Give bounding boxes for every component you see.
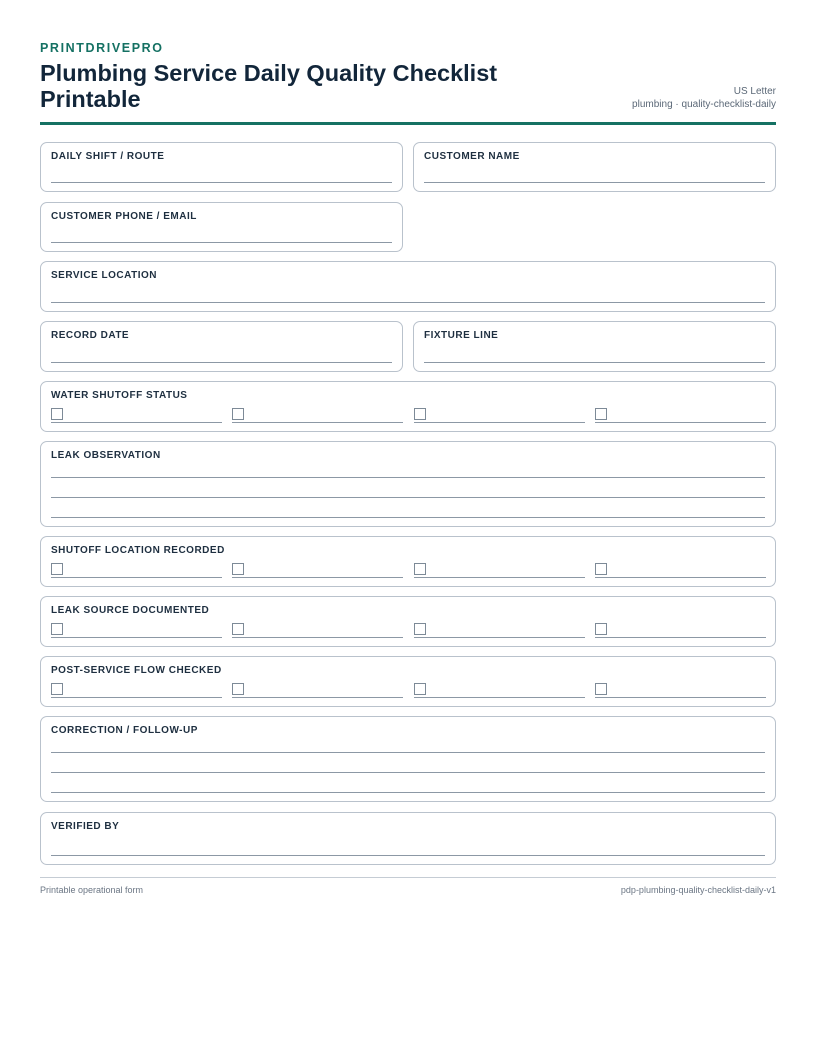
checkbox[interactable] [232, 408, 244, 420]
correction-follow-up-line-1[interactable] [51, 752, 765, 753]
leak-source-option-4[interactable] [595, 623, 766, 638]
verified-by-label: VERIFIED BY [51, 821, 120, 832]
leak-observation-line-1[interactable] [51, 477, 765, 478]
customer-name-label: CUSTOMER NAME [424, 151, 520, 162]
correction-follow-up-line-3[interactable] [51, 792, 765, 793]
brand-name: PRINTDRIVEPRO [40, 41, 164, 55]
footer-description: Printable operational form [40, 885, 144, 895]
water-shutoff-status-label: WATER SHUTOFF STATUS [51, 390, 188, 401]
water-shutoff-option-2[interactable] [232, 408, 403, 423]
customer-phone-email-label: CUSTOMER PHONE / EMAIL [51, 211, 197, 222]
checkbox[interactable] [414, 408, 426, 420]
shutoff-location-option-1[interactable] [51, 563, 222, 578]
leak-observation-field [40, 441, 776, 527]
water-shutoff-option-1[interactable] [51, 408, 222, 423]
checkbox[interactable] [595, 623, 607, 635]
checkbox[interactable] [232, 623, 244, 635]
water-shutoff-option-4[interactable] [595, 408, 766, 423]
shutoff-location-recorded-field [40, 536, 776, 587]
shutoff-location-recorded-label: SHUTOFF LOCATION RECORDED [51, 545, 225, 556]
post-service-flow-option-2[interactable] [232, 683, 403, 698]
leak-source-option-2[interactable] [232, 623, 403, 638]
checkbox[interactable] [51, 683, 63, 695]
verified-by-field [40, 812, 776, 865]
shutoff-location-option-3[interactable] [414, 563, 585, 578]
leak-source-documented-field [40, 596, 776, 647]
shutoff-location-option-2[interactable] [232, 563, 403, 578]
page-title: Plumbing Service Daily Quality Checklist Printable [40, 60, 498, 112]
document-tags: plumbing · quality-checklist-daily [632, 99, 776, 110]
daily-shift-route-input[interactable] [51, 182, 392, 183]
checkbox[interactable] [595, 563, 607, 575]
post-service-flow-checked-label: POST-SERVICE FLOW CHECKED [51, 665, 222, 676]
service-location-field [40, 261, 776, 312]
checkbox[interactable] [51, 408, 63, 420]
paper-size: US Letter [733, 86, 776, 97]
checkbox[interactable] [414, 623, 426, 635]
correction-follow-up-line-2[interactable] [51, 772, 765, 773]
customer-name-field [413, 142, 776, 192]
form-id: pdp-plumbing-quality-checklist-daily-v1 [620, 885, 776, 895]
post-service-flow-checked-field [40, 656, 776, 707]
checkbox[interactable] [414, 563, 426, 575]
leak-source-option-1[interactable] [51, 623, 222, 638]
fixture-line-field [413, 321, 776, 372]
correction-follow-up-label: CORRECTION / FOLLOW-UP [51, 725, 198, 736]
record-date-input[interactable] [51, 362, 392, 363]
leak-observation-line-3[interactable] [51, 517, 765, 518]
correction-follow-up-field [40, 716, 776, 802]
document-meta [632, 85, 776, 111]
footer-divider [40, 877, 776, 878]
water-shutoff-option-3[interactable] [414, 408, 585, 423]
leak-source-documented-label: LEAK SOURCE DOCUMENTED [51, 605, 210, 616]
water-shutoff-status-field [40, 381, 776, 432]
customer-phone-email-field [40, 202, 403, 252]
leak-source-option-3[interactable] [414, 623, 585, 638]
checkbox[interactable] [232, 563, 244, 575]
checkbox[interactable] [595, 683, 607, 695]
post-service-flow-option-1[interactable] [51, 683, 222, 698]
fixture-line-label: FIXTURE LINE [424, 330, 499, 341]
checkbox[interactable] [51, 623, 63, 635]
leak-observation-label: LEAK OBSERVATION [51, 450, 161, 461]
post-service-flow-option-4[interactable] [595, 683, 766, 698]
checkbox[interactable] [232, 683, 244, 695]
checkbox[interactable] [595, 408, 607, 420]
service-location-label: SERVICE LOCATION [51, 270, 157, 281]
fixture-line-input[interactable] [424, 362, 765, 363]
post-service-flow-option-3[interactable] [414, 683, 585, 698]
header-divider [40, 122, 776, 125]
leak-observation-line-2[interactable] [51, 497, 765, 498]
daily-shift-route-field [40, 142, 403, 192]
checkbox[interactable] [414, 683, 426, 695]
customer-phone-email-input[interactable] [51, 242, 392, 243]
service-location-input[interactable] [51, 302, 765, 303]
record-date-field [40, 321, 403, 372]
record-date-label: RECORD DATE [51, 330, 130, 341]
shutoff-location-option-4[interactable] [595, 563, 766, 578]
daily-shift-route-label: DAILY SHIFT / ROUTE [51, 151, 165, 162]
checkbox[interactable] [51, 563, 63, 575]
customer-name-input[interactable] [424, 182, 765, 183]
verified-by-input[interactable] [51, 855, 765, 856]
